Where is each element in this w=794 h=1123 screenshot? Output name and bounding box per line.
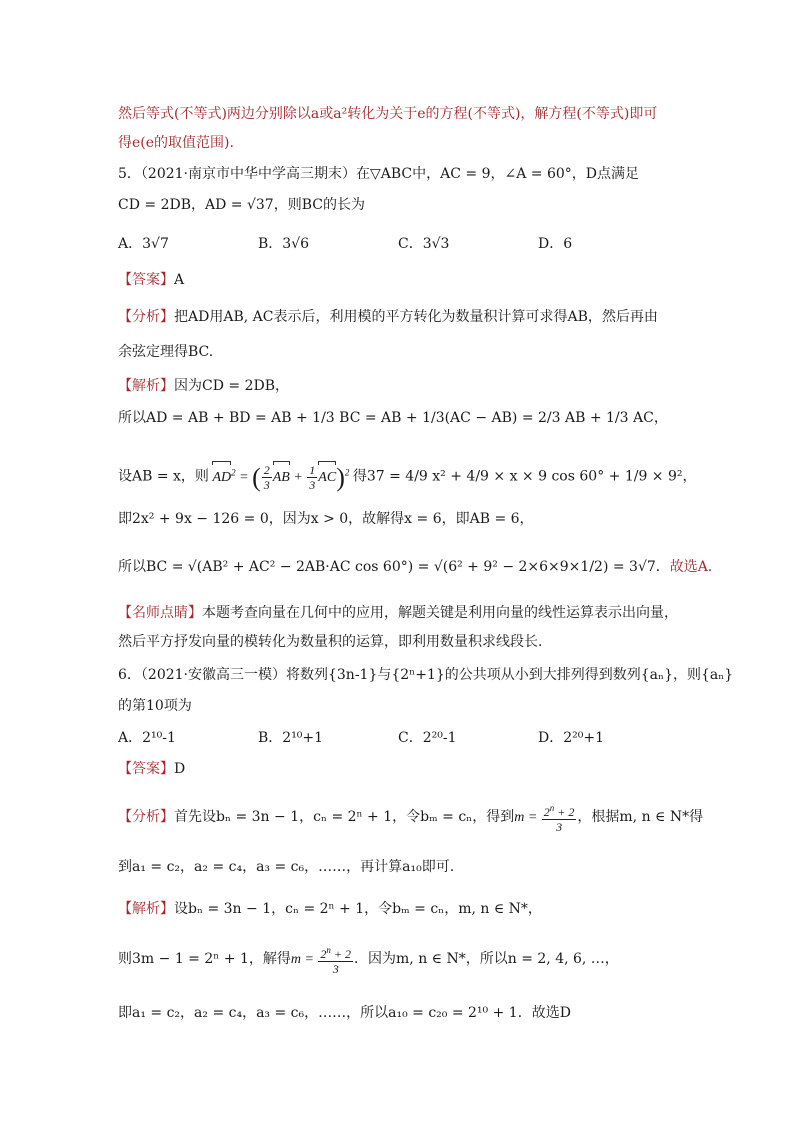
q6-solution-line-2: 则3m − 1 = 2ⁿ + 1，解得m = $\frac{2^n + 2}{3}$ ．因为m, n ∈ N*，所以n = 2, 4, 6, …， [118, 945, 619, 977]
q6-m-fraction: m = $\frac{2^n + 2}{3}$ [514, 803, 575, 835]
q5-ad-squared-expression: $AD^2$ = ( $\frac{2}{3}$ AB + $\frac{1}{3}$ AC)$^2$ [209, 470, 353, 485]
q5-solution-line-1: 【解析】因为CD = 2DB， [118, 378, 289, 394]
q6-solution-label: 【解析】 [118, 901, 174, 917]
q6-option-b: B．2¹⁰+1 [258, 730, 324, 746]
intro-line-2: 得e(e的取值范围). [118, 135, 234, 151]
q5-option-b: B．3√6 [258, 236, 310, 252]
q6-option-c: C．2²⁰-1 [398, 730, 457, 746]
q6-analysis-line-2: 到a₁ = c₂，a₂ = c₄，a₃ = c₆，……，再计算a₁₀即可. [118, 859, 455, 875]
q5-analysis-line-1: 【分析】把AD用AB, AC表示后，利用模的平方转化为数量积计算可求得AB，然后再由 [118, 309, 658, 325]
q5-analysis-line-2: 余弦定理得BC. [118, 344, 214, 360]
q6-solution-line-3: 即a₁ = c₂，a₂ = c₄，a₃ = c₆，……，所以a₁₀ = c₂₀ = 2¹⁰ + 1．故选D [118, 1005, 571, 1021]
q6-stem-line-2: 的第10项为 [118, 698, 192, 714]
q5-analysis-label: 【分析】 [118, 309, 174, 325]
q5-option-c: C．3√3 [398, 236, 450, 252]
q6-option-d: D．2²⁰+1 [538, 730, 604, 746]
q6-analysis-label: 【分析】 [118, 809, 174, 825]
q5-tips-line-2: 然后平方抒发向量的模转化为数量积的运算，即利用数量积求线段长. [118, 634, 543, 650]
q5-answer-value: A [174, 272, 185, 288]
q5-solution-line-2: 所以AD = AB + BD = AB + 1/3 BC = AB + 1/3(AC − AB) = 2/3 AB + 1/3 AC， [118, 410, 668, 426]
q5-options [118, 233, 678, 255]
q5-tips-line-1: 【名师点睛】本题考查向量在几何中的应用，解题关键是利用向量的线性运算表示出向量， [118, 605, 678, 621]
q5-solution-label: 【解析】 [118, 378, 174, 394]
q6-analysis-line-1: 【分析】首先设bₙ = 3n − 1，cₙ = 2ⁿ + 1，令bₘ = cₙ，得到m = $\frac{2^n + 2}{3}$ ，根据m, n ∈ N*得 [118, 803, 704, 835]
q6-option-a: A．2¹⁰-1 [118, 730, 176, 746]
q6-stem-line-1: 6．（2021·安徽高三一模）将数列{3n-1}与{2ⁿ+1}的公共项从小到大排列得到数列{aₙ}，则{aₙ} [118, 667, 734, 683]
q6-answer-label: 【答案】 [118, 761, 174, 777]
q5-stem-line-1: 5．（2021·南京市中华中学高三期末）在▽ABC中，AC = 9，∠A = 60°，D点满足 [118, 166, 640, 182]
q5-answer [118, 269, 184, 291]
q5-solution-line-5: 所以BC = √(AB² + AC² − 2AB·AC cos 60°) = √(6² + 9² − 2×6×9×1/2) = 3√7．故选A． [118, 559, 722, 575]
q5-solution-line-4: 即2x² + 9x − 126 = 0，因为x > 0，故解得x = 6，即AB = 6， [118, 511, 534, 527]
q5-answer-label: 【答案】 [118, 272, 174, 288]
q6-solution-m-fraction: m = $\frac{2^n + 2}{3}$ [290, 945, 352, 977]
q6-answer [118, 758, 185, 780]
q5-triangle: ▽ABC中，AC = 9，∠A = 60°，D点满足 [370, 166, 640, 182]
intro-line-1: 然后等式(不等式)两边分别除以a或a²转化为关于e的方程(不等式)，解方程(不等式)即可 [118, 106, 658, 122]
q5-stem-line-2: CD = 2DB，AD = √37，则BC的长为 [118, 197, 365, 213]
q5-option-a: A．3√7 [118, 236, 169, 252]
q6-answer-value: D [174, 761, 186, 777]
q5-option-d: D．6 [538, 236, 573, 252]
q6-solution-line-1: 【解析】设bₙ = 3n − 1，cₙ = 2ⁿ + 1，令bₘ = cₙ，m, n ∈ N*， [118, 901, 542, 917]
q5-solution-line-3: 设AB = x，则 $AD^2$ = ( $\frac{2}{3}$ AB + $\frac{1}{3}$ AC)$^2$ 得37 = 4/9 x² + 4/9 × x × 9 cos 60° + 1/9 × 9²， [118, 455, 697, 495]
q6-options [118, 727, 678, 749]
q5-tips-label: 【名师点睛】 [118, 605, 202, 621]
